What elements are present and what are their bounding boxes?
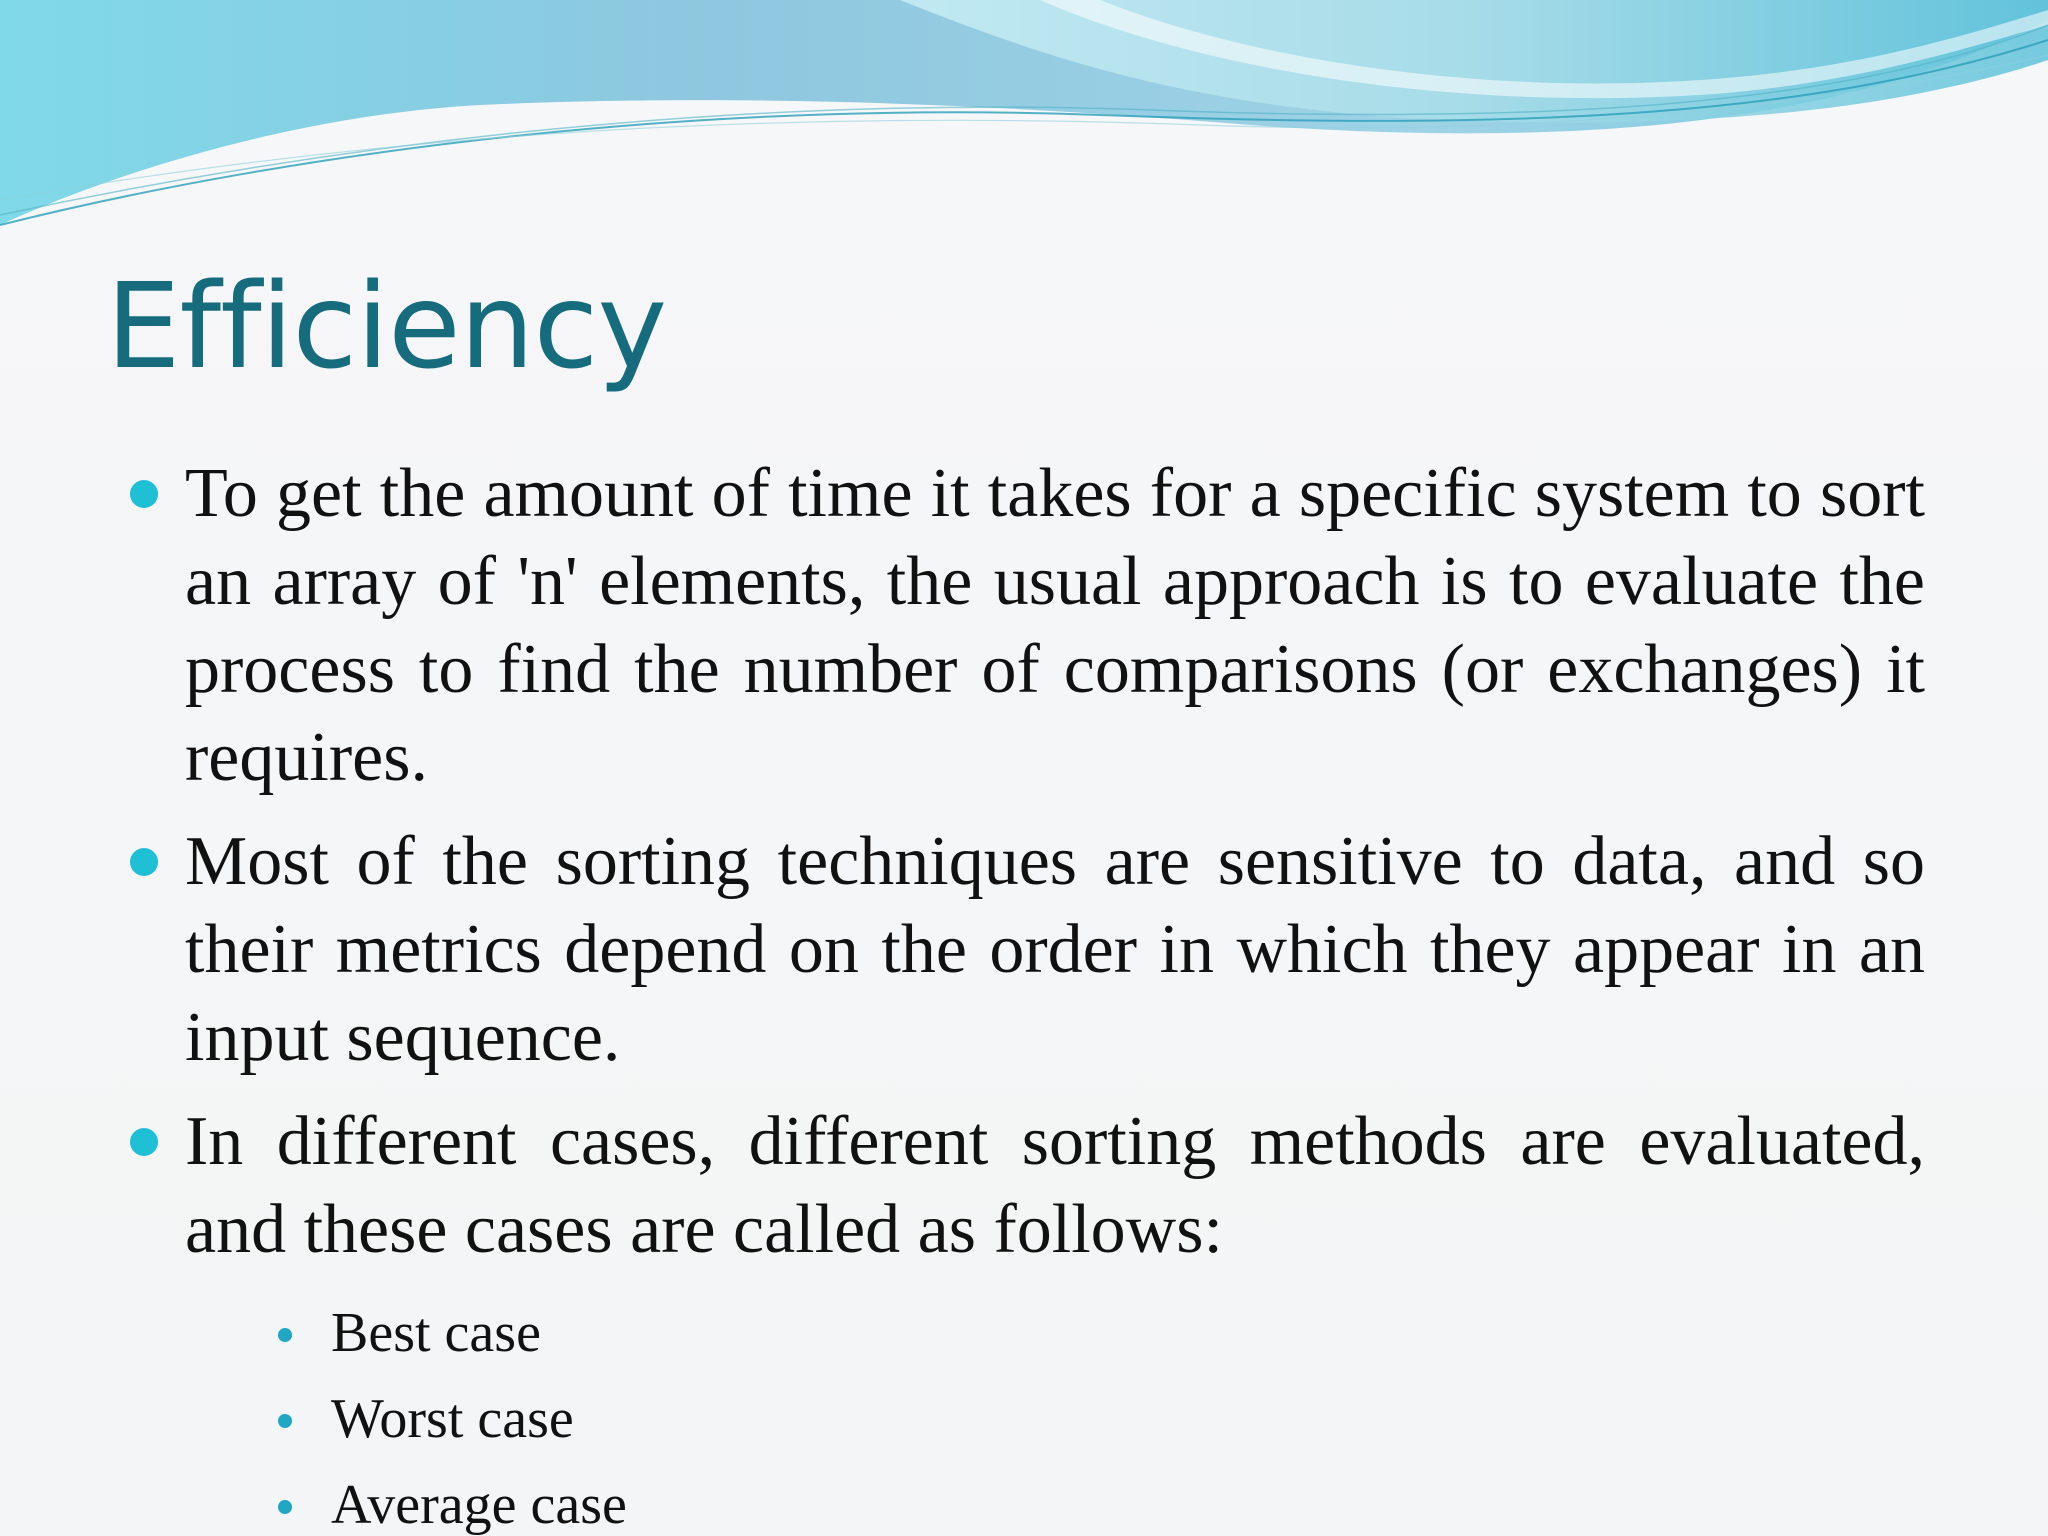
slide-title: Efficiency	[106, 257, 667, 395]
bullet-text: In different cases, different sorting methods are evaluated, and these cases are called as follows:	[185, 1103, 1925, 1268]
sub-bullet-text: Average case	[331, 1474, 627, 1536]
bullet-dot-icon	[130, 480, 158, 508]
bullet-text: Most of the sorting techniques are sensitive to data, and so their metrics depend on the order in which they appear in an input sequence.	[185, 823, 1925, 1076]
sub-bullet-dot-icon	[278, 1328, 292, 1342]
bullet-dot-icon	[130, 1128, 158, 1156]
wave-header-decoration	[0, 0, 2048, 240]
sub-bullet-dot-icon	[278, 1414, 292, 1428]
sub-bullet-text: Best case	[331, 1302, 541, 1364]
sub-bullet-text: Worst case	[331, 1388, 574, 1450]
sub-bullet-item	[276, 1290, 627, 1376]
sub-bullet-list	[276, 1290, 627, 1536]
bullet-item	[130, 1098, 1925, 1274]
sub-bullet-item	[276, 1462, 627, 1536]
bullet-text: To get the amount of time it takes for a specific system to sort an array of 'n' elements, the usual approach is to evaluate the process to find the number of comparisons (or exchanges) it requires.	[185, 455, 1925, 796]
sub-bullet-dot-icon	[278, 1500, 292, 1514]
bullet-dot-icon	[130, 848, 158, 876]
bullet-item	[130, 450, 1925, 802]
bullet-item	[130, 818, 1925, 1082]
bullet-list	[130, 450, 1925, 1290]
sub-bullet-item	[276, 1376, 627, 1462]
